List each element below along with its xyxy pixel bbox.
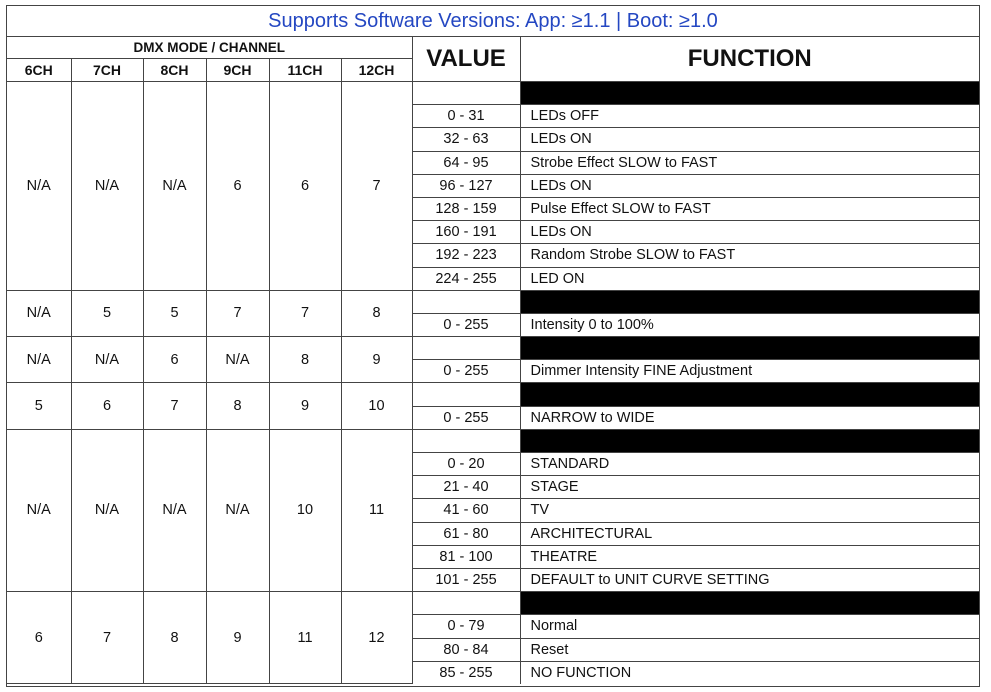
function-cell: LED ON xyxy=(520,267,979,290)
function-cell: THEATRE xyxy=(520,545,979,568)
channel-cell: 11 xyxy=(341,429,412,591)
value-cell: 0 - 255 xyxy=(412,313,520,336)
value-cell: 0 - 20 xyxy=(412,453,520,476)
channel-cell: N/A xyxy=(71,82,143,291)
value-cell: 0 - 255 xyxy=(412,360,520,383)
channel-cell: 11 xyxy=(269,592,341,684)
value-cell: 0 - 255 xyxy=(412,406,520,429)
function-cell: LEDs ON xyxy=(520,174,979,197)
channel-header-11ch: 11CH xyxy=(269,59,341,82)
value-cell: 61 - 80 xyxy=(412,522,520,545)
channel-cell: 8 xyxy=(341,290,412,336)
value-cell: 0 - 31 xyxy=(412,105,520,128)
channel-cell: 6 xyxy=(71,383,143,429)
channel-cell: N/A xyxy=(71,337,143,383)
channel-cell: 7 xyxy=(143,383,206,429)
channel-cell: 8 xyxy=(269,337,341,383)
value-cell: 128 - 159 xyxy=(412,197,520,220)
dmx-mode-header: DMX MODE / CHANNEL xyxy=(7,37,412,59)
channel-cell: 9 xyxy=(269,383,341,429)
function-heading-bar xyxy=(520,429,979,452)
channel-header-6ch: 6CH xyxy=(7,59,71,82)
value-blank-cell xyxy=(412,383,520,406)
channel-cell: N/A xyxy=(7,82,71,291)
channel-cell: 6 xyxy=(269,82,341,291)
function-cell: LEDs ON xyxy=(520,128,979,151)
value-blank-cell xyxy=(412,592,520,615)
function-cell: Pulse Effect SLOW to FAST xyxy=(520,197,979,220)
value-cell: 21 - 40 xyxy=(412,476,520,499)
function-cell: DEFAULT to UNIT CURVE SETTING xyxy=(520,568,979,591)
value-blank-cell xyxy=(412,82,520,105)
function-cell: Random Strobe SLOW to FAST xyxy=(520,244,979,267)
value-cell: 32 - 63 xyxy=(412,128,520,151)
software-version-title: Supports Software Versions: App: ≥1.1 | Boot: ≥1.0 xyxy=(7,6,979,37)
value-cell: 0 - 79 xyxy=(412,615,520,638)
function-heading-bar xyxy=(520,337,979,360)
channel-cell: 5 xyxy=(7,383,71,429)
function-heading-bar xyxy=(520,592,979,615)
channel-cell: 10 xyxy=(269,429,341,591)
value-blank-cell xyxy=(412,290,520,313)
group-heading-row xyxy=(7,82,979,105)
channel-cell: 7 xyxy=(206,290,269,336)
channel-cell: N/A xyxy=(206,337,269,383)
function-cell: TV xyxy=(520,499,979,522)
function-cell: Intensity 0 to 100% xyxy=(520,313,979,336)
channel-cell: 7 xyxy=(71,592,143,684)
value-blank-cell xyxy=(412,429,520,452)
value-cell: 101 - 255 xyxy=(412,568,520,591)
channel-cell: 6 xyxy=(206,82,269,291)
function-cell: Dimmer Intensity FINE Adjustment xyxy=(520,360,979,383)
channel-cell: N/A xyxy=(143,82,206,291)
group-heading-row xyxy=(7,429,979,452)
function-cell: Normal xyxy=(520,615,979,638)
channel-header-12ch: 12CH xyxy=(341,59,412,82)
value-cell: 192 - 223 xyxy=(412,244,520,267)
function-header: FUNCTION xyxy=(520,37,979,82)
group-heading-row xyxy=(7,337,979,360)
channel-cell: 6 xyxy=(143,337,206,383)
channel-cell: 8 xyxy=(143,592,206,684)
value-cell: 96 - 127 xyxy=(412,174,520,197)
channel-cell: N/A xyxy=(7,337,71,383)
function-cell: STANDARD xyxy=(520,453,979,476)
function-cell: STAGE xyxy=(520,476,979,499)
channel-cell: 9 xyxy=(341,337,412,383)
dmx-channel-table xyxy=(7,36,979,684)
group-heading-row xyxy=(7,290,979,313)
group-heading-row xyxy=(7,383,979,406)
function-heading-bar xyxy=(520,290,979,313)
channel-cell: 5 xyxy=(143,290,206,336)
channel-cell: 7 xyxy=(341,82,412,291)
function-heading-bar xyxy=(520,383,979,406)
value-blank-cell xyxy=(412,337,520,360)
value-cell: 85 - 255 xyxy=(412,661,520,684)
function-cell: LEDs OFF xyxy=(520,105,979,128)
channel-cell: N/A xyxy=(7,429,71,591)
function-cell: NO FUNCTION xyxy=(520,661,979,684)
value-cell: 224 - 255 xyxy=(412,267,520,290)
channel-cell: N/A xyxy=(143,429,206,591)
channel-cell: 6 xyxy=(7,592,71,684)
value-cell: 81 - 100 xyxy=(412,545,520,568)
channel-cell: N/A xyxy=(206,429,269,591)
channel-cell: 12 xyxy=(341,592,412,684)
channel-cell: 5 xyxy=(71,290,143,336)
channel-header-7ch: 7CH xyxy=(71,59,143,82)
channel-header-8ch: 8CH xyxy=(143,59,206,82)
value-cell: 80 - 84 xyxy=(412,638,520,661)
table-body xyxy=(7,82,979,684)
function-heading-bar xyxy=(520,82,979,105)
function-cell: LEDs ON xyxy=(520,221,979,244)
value-cell: 64 - 95 xyxy=(412,151,520,174)
function-cell: Strobe Effect SLOW to FAST xyxy=(520,151,979,174)
value-cell: 160 - 191 xyxy=(412,221,520,244)
value-header: VALUE xyxy=(412,37,520,82)
channel-cell: 10 xyxy=(341,383,412,429)
channel-cell: N/A xyxy=(7,290,71,336)
channel-cell: 8 xyxy=(206,383,269,429)
dmx-channel-table-panel xyxy=(6,5,980,687)
group-heading-row xyxy=(7,592,979,615)
value-cell: 41 - 60 xyxy=(412,499,520,522)
channel-cell: 7 xyxy=(269,290,341,336)
channel-cell: 9 xyxy=(206,592,269,684)
channel-cell: N/A xyxy=(71,429,143,591)
function-cell: NARROW to WIDE xyxy=(520,406,979,429)
function-cell: Reset xyxy=(520,638,979,661)
function-cell: ARCHITECTURAL xyxy=(520,522,979,545)
channel-header-9ch: 9CH xyxy=(206,59,269,82)
